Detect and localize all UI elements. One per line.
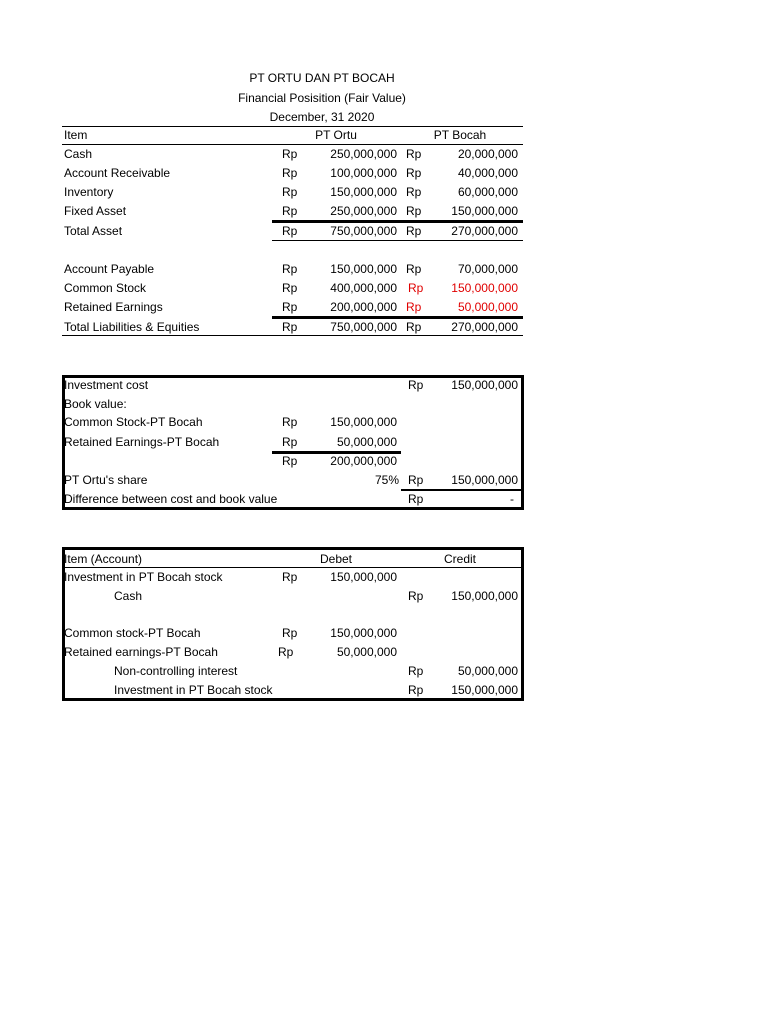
currency-label: Rp [282, 166, 298, 180]
pt-ortu-value: 250,000,000 [330, 147, 397, 161]
share-underline [401, 489, 521, 491]
pt-ortu-value: 100,000,000 [330, 166, 397, 180]
currency-label: Rp [406, 166, 422, 180]
table-bottom-border [62, 335, 523, 336]
column-header-item: Item [64, 128, 88, 142]
report-subtitle: Financial Posisition (Fair Value) [238, 91, 406, 105]
currency-label: Rp [408, 664, 424, 678]
currency-label-highlighted: Rp [406, 300, 422, 314]
journal-header-border [62, 567, 523, 568]
row-label: Common Stock [64, 281, 147, 295]
report-date: December, 31 2020 [269, 110, 375, 124]
currency-label: Rp [282, 281, 298, 295]
account-label: Common stock-PT Bocah [64, 626, 201, 640]
pt-bocah-value: 40,000,000 [457, 166, 518, 180]
debet-value: 150,000,000 [330, 570, 397, 584]
pt-ortu-value: 250,000,000 [330, 204, 397, 218]
pt-ortu-value: 200,000,000 [330, 300, 397, 314]
pt-ortu-value: 750,000,000 [330, 320, 397, 334]
currency-label: Rp [408, 683, 424, 697]
pt-ortu-value: 750,000,000 [330, 224, 397, 238]
retained-earnings-label: Retained Earnings-PT Bocah [64, 435, 220, 449]
debet-value: 150,000,000 [330, 626, 397, 640]
book-value-total: 200,000,000 [330, 454, 397, 468]
currency-label: Rp [408, 378, 424, 392]
pt-bocah-value: 270,000,000 [451, 320, 518, 334]
ownership-percentage: 75% [374, 473, 399, 487]
currency-label: Rp [282, 570, 298, 584]
currency-label-highlighted: Rp [408, 281, 424, 295]
investment-cost-label: Investment cost [64, 378, 149, 392]
retained-earnings-value: 50,000,000 [336, 435, 397, 449]
currency-label: Rp [282, 185, 298, 199]
common-stock-value: 150,000,000 [330, 415, 397, 429]
currency-label: Rp [406, 224, 422, 238]
pt-bocah-value: 150,000,000 [451, 204, 518, 218]
account-label: Investment in PT Bocah stock [114, 683, 273, 697]
currency-label: Rp [282, 320, 298, 334]
column-header-item-account: Item (Account) [64, 552, 143, 566]
subtotal-thick-rule [272, 316, 523, 319]
investment-cost-value: 150,000,000 [451, 378, 518, 392]
credit-value: 50,000,000 [457, 664, 518, 678]
book-value-label: Book value: [64, 397, 127, 411]
account-label: Investment in PT Bocah stock [64, 570, 223, 584]
currency-label: Rp [406, 185, 422, 199]
pt-ortu-share-label: PT Ortu's share [64, 473, 148, 487]
currency-label: Rp [282, 415, 298, 429]
credit-value: 150,000,000 [451, 683, 518, 697]
account-label: Cash [114, 589, 143, 603]
column-header-pt-bocah: PT Bocah [433, 128, 487, 142]
pt-bocah-value-highlighted: 150,000,000 [451, 281, 518, 295]
pt-ortu-value: 400,000,000 [330, 281, 397, 295]
header-bottom-border [62, 144, 523, 145]
difference-value: - [510, 492, 514, 506]
currency-label: Rp [406, 204, 422, 218]
common-stock-label: Common Stock-PT Bocah [64, 415, 203, 429]
column-header-pt-ortu: PT Ortu [315, 128, 357, 142]
currency-label: Rp [406, 147, 422, 161]
difference-label: Difference between cost and book value [64, 492, 278, 506]
currency-label: Rp [278, 645, 294, 659]
currency-label: Rp [282, 435, 298, 449]
pt-ortu-value: 150,000,000 [330, 262, 397, 276]
account-label: Non-controlling interest [114, 664, 238, 678]
currency-label: Rp [282, 204, 298, 218]
pt-bocah-value: 270,000,000 [451, 224, 518, 238]
currency-label: Rp [408, 492, 424, 506]
column-header-debet: Debet [319, 552, 353, 566]
currency-label: Rp [282, 224, 298, 238]
currency-label: Rp [282, 454, 298, 468]
row-label: Retained Earnings [64, 300, 163, 314]
currency-label: Rp [408, 473, 424, 487]
currency-label: Rp [406, 320, 422, 334]
currency-label: Rp [406, 262, 422, 276]
row-label: Total Asset [64, 224, 123, 238]
row-label: Account Payable [64, 262, 155, 276]
row-label: Fixed Asset [64, 204, 127, 218]
pt-bocah-value: 20,000,000 [457, 147, 518, 161]
pt-bocah-value: 70,000,000 [457, 262, 518, 276]
column-header-credit: Credit [443, 552, 476, 566]
row-label: Total Liabilities & Equities [64, 320, 200, 334]
total-underline [272, 240, 523, 241]
pt-ortu-share-value: 150,000,000 [451, 473, 518, 487]
subtotal-thick-rule [272, 220, 523, 223]
currency-label: Rp [282, 147, 298, 161]
currency-label: Rp [282, 626, 298, 640]
pt-bocah-value-highlighted: 50,000,000 [457, 300, 518, 314]
debet-value: 50,000,000 [336, 645, 397, 659]
report-title: PT ORTU DAN PT BOCAH [249, 71, 395, 85]
currency-label: Rp [282, 262, 298, 276]
currency-label: Rp [408, 589, 424, 603]
account-label: Retained earnings-PT Bocah [64, 645, 218, 659]
credit-value: 150,000,000 [451, 589, 518, 603]
table-top-border [62, 126, 523, 127]
currency-label: Rp [282, 300, 298, 314]
pt-ortu-value: 150,000,000 [330, 185, 397, 199]
row-label: Account Receivable [64, 166, 171, 180]
row-label: Inventory [64, 185, 114, 199]
row-label: Cash [64, 147, 93, 161]
pt-bocah-value: 60,000,000 [457, 185, 518, 199]
